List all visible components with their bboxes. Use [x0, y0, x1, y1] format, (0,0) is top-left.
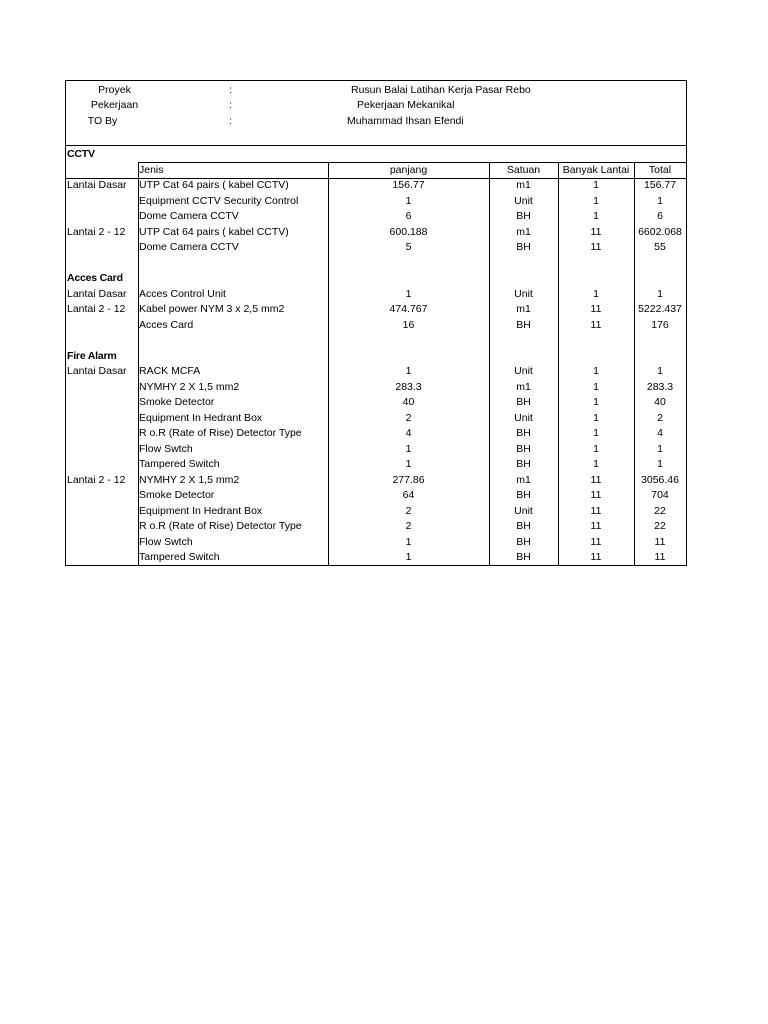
cell-satuan: BH [516, 458, 531, 470]
cell-total: 1 [657, 365, 663, 377]
header-value-pekerjaan: Pekerjaan Mekanikal [357, 99, 455, 111]
cell-panjang: 1 [405, 458, 412, 470]
cell-satuan: BH [516, 551, 531, 563]
cell-panjang: 1 [405, 365, 412, 377]
cell-satuan: BH [516, 489, 531, 501]
header-label-proyek: Proyek [98, 84, 131, 96]
header-bottom-border [66, 178, 686, 179]
cell-banyak-lantai: 1 [593, 427, 599, 439]
cell-panjang: 283.3 [395, 380, 422, 393]
cell-jenis: RACK MCFA [139, 365, 201, 377]
header-divider [66, 145, 686, 146]
header-label-pekerjaan: Pekerjaan [90, 99, 139, 111]
cell-panjang: 4 [405, 427, 412, 439]
cell-panjang: 64 [402, 489, 415, 501]
cell-banyak-lantai: 1 [593, 411, 599, 424]
cell-banyak-lantai: 1 [593, 179, 599, 191]
cell-floor: Lantai Dasar [67, 365, 127, 377]
cell-panjang: 2 [405, 411, 412, 424]
column-divider [328, 162, 329, 566]
cell-jenis: Flow Swtch [139, 535, 193, 548]
column-header-satuan: Satuan [506, 163, 541, 176]
cell-jenis: UTP Cat 64 pairs ( kabel CCTV) [139, 225, 289, 238]
cell-satuan: BH [516, 427, 531, 439]
header-value-to-by: Muhammad Ihsan Efendi [347, 115, 464, 127]
cell-jenis: Acces Card [139, 318, 194, 331]
cell-banyak-lantai: 1 [593, 210, 599, 222]
cell-banyak-lantai: 11 [590, 303, 602, 315]
cell-satuan: Unit [514, 504, 533, 517]
cell-banyak-lantai: 1 [593, 380, 599, 393]
cell-total: 1 [657, 442, 663, 455]
cell-total: 6602.068 [638, 225, 682, 238]
cell-panjang: 1 [405, 442, 412, 455]
cell-jenis: NYMHY 2 X 1,5 mm2 [139, 380, 240, 393]
cell-satuan: BH [516, 241, 531, 253]
cell-satuan: BH [516, 210, 531, 222]
cell-floor: Lantai Dasar [67, 179, 127, 191]
column-header-banyak-lantai: Banyak Lantai [562, 163, 630, 176]
cell-satuan: BH [516, 318, 531, 331]
cell-satuan: m1 [516, 179, 531, 191]
cell-banyak-lantai: 1 [593, 458, 599, 470]
cell-jenis: Equipment CCTV Security Control [139, 194, 299, 207]
cell-banyak-lantai: 1 [593, 442, 599, 455]
cell-total: 22 [654, 504, 666, 517]
cell-satuan: BH [516, 396, 531, 408]
cell-banyak-lantai: 11 [590, 318, 602, 331]
column-divider [138, 162, 139, 566]
cell-total: 22 [654, 520, 666, 532]
column-divider [489, 162, 490, 566]
cell-jenis: Tampered Switch [139, 551, 220, 563]
cell-satuan: Unit [514, 411, 533, 424]
cell-total: 11 [654, 535, 666, 548]
spreadsheet-sheet [65, 80, 687, 566]
cell-satuan: Unit [514, 365, 533, 377]
cell-jenis: UTP Cat 64 pairs ( kabel CCTV) [139, 179, 289, 191]
header-sep-to-by: : [229, 115, 232, 127]
column-divider [558, 162, 559, 566]
cell-total: 40 [654, 396, 666, 408]
cell-satuan: m1 [516, 225, 531, 238]
cell-satuan: Unit [514, 194, 533, 207]
cell-banyak-lantai: 1 [593, 396, 599, 408]
section-title: Fire Alarm [67, 349, 117, 362]
cell-floor: Lantai 2 - 12 [67, 225, 126, 238]
cell-satuan: BH [516, 520, 531, 532]
cell-jenis: Smoke Detector [139, 396, 215, 408]
header-sep-pekerjaan: : [229, 99, 232, 111]
cell-banyak-lantai: 1 [593, 287, 599, 300]
cell-banyak-lantai: 1 [593, 365, 599, 377]
cell-panjang: 1 [405, 287, 412, 300]
cell-jenis: Kabel power NYM 3 x 2,5 mm2 [139, 303, 285, 315]
column-header-jenis: Jenis [139, 163, 164, 176]
cell-satuan: BH [516, 442, 531, 455]
header-sep-proyek: : [229, 84, 232, 96]
cell-banyak-lantai: 11 [590, 225, 602, 238]
cell-total: 3056.46 [641, 473, 679, 486]
cell-jenis: Tampered Switch [139, 458, 220, 470]
cell-panjang: 277.86 [392, 473, 425, 486]
cell-total: 283.3 [646, 380, 674, 393]
cell-jenis: Flow Swtch [139, 442, 193, 455]
header-label-to-by: TO By [87, 115, 118, 127]
cell-total: 4 [657, 427, 663, 439]
cell-total: 176 [651, 318, 669, 331]
cell-jenis: Equipment In Hedrant Box [139, 411, 263, 424]
cell-panjang: 2 [405, 520, 412, 532]
cell-banyak-lantai: 11 [590, 520, 602, 532]
cell-total: 704 [651, 489, 669, 501]
cell-panjang: 1 [405, 551, 412, 563]
cell-panjang: 1 [405, 194, 412, 207]
cell-total: 6 [657, 210, 663, 222]
cell-total: 55 [654, 241, 666, 253]
cell-satuan: Unit [514, 287, 533, 300]
cell-panjang: 600.188 [389, 225, 428, 238]
cell-panjang: 40 [402, 396, 415, 408]
cell-satuan: m1 [516, 473, 531, 486]
cell-banyak-lantai: 11 [590, 241, 602, 253]
cell-banyak-lantai: 11 [590, 473, 602, 486]
cell-jenis: Smoke Detector [139, 489, 215, 501]
cell-jenis: Equipment In Hedrant Box [139, 504, 263, 517]
cell-total: 11 [654, 551, 666, 563]
cell-banyak-lantai: 1 [593, 194, 599, 207]
cell-panjang: 16 [402, 318, 415, 331]
cell-total: 5222.437 [638, 303, 682, 315]
cell-jenis: Acces Control Unit [139, 287, 226, 300]
column-header-panjang: panjang [389, 163, 428, 176]
cell-panjang: 6 [405, 210, 412, 222]
cell-total: 1 [657, 458, 663, 470]
cell-banyak-lantai: 11 [590, 489, 602, 501]
cell-panjang: 156.77 [392, 179, 425, 191]
cell-satuan: m1 [516, 380, 531, 393]
cell-panjang: 2 [405, 504, 412, 517]
cell-total: 2 [657, 411, 663, 424]
cell-panjang: 474.767 [389, 303, 428, 315]
column-header-total: Total [648, 163, 672, 176]
cell-floor: Lantai 2 - 12 [67, 303, 126, 315]
cell-jenis: NYMHY 2 X 1,5 mm2 [139, 473, 240, 486]
cell-jenis: R o.R (Rate of Rise) Detector Type [139, 520, 302, 532]
cell-panjang: 5 [405, 241, 412, 253]
header-value-proyek: Rusun Balai Latihan Kerja Pasar Rebo [351, 84, 531, 96]
cell-banyak-lantai: 11 [590, 535, 602, 548]
cell-jenis: R o.R (Rate of Rise) Detector Type [139, 427, 302, 439]
cell-total: 1 [657, 287, 663, 300]
cell-total: 156.77 [643, 179, 677, 191]
cell-total: 1 [657, 194, 663, 207]
cell-floor: Lantai Dasar [67, 287, 127, 300]
cell-jenis: Dome Camera CCTV [139, 241, 239, 253]
cell-floor: Lantai 2 - 12 [67, 473, 126, 486]
section-title: CCTV [67, 148, 95, 160]
header-top-border [138, 162, 686, 163]
cell-panjang: 1 [405, 535, 412, 548]
cell-satuan: BH [516, 535, 531, 548]
cell-banyak-lantai: 11 [590, 551, 602, 563]
cell-banyak-lantai: 11 [590, 504, 602, 517]
cell-jenis: Dome Camera CCTV [139, 210, 239, 222]
column-divider [634, 162, 635, 566]
cell-satuan: m1 [516, 303, 531, 315]
section-title: Acces Card [67, 272, 123, 284]
